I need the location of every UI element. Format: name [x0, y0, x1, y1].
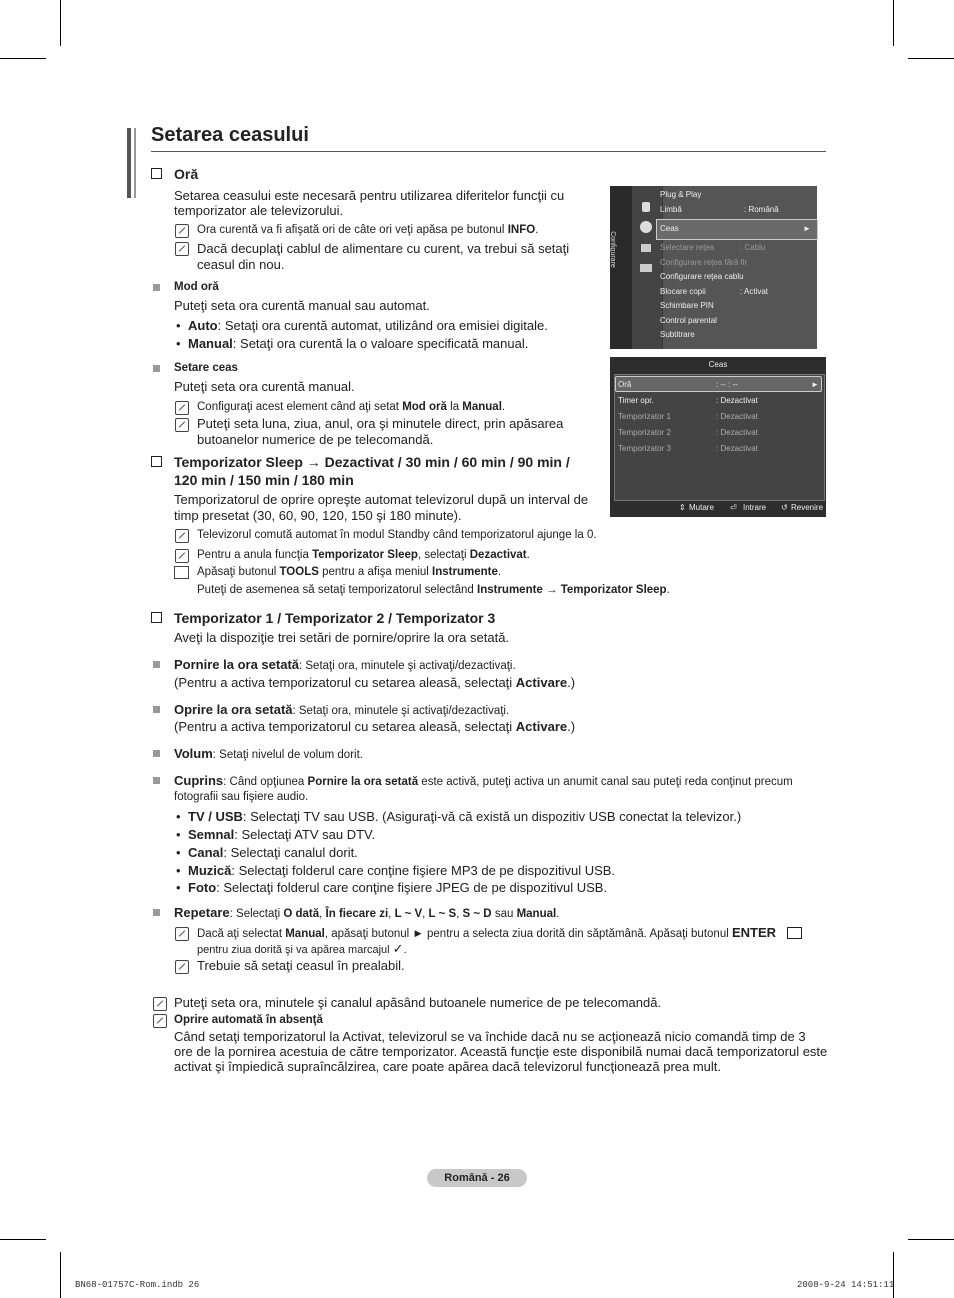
menu-item-plug-play[interactable]: Plug & Play — [660, 190, 702, 199]
square-bullet-icon — [153, 750, 160, 757]
content-semnal: Semnal: Selectaţi ATV sau DTV. — [188, 827, 376, 842]
sleep-tools-2: Puteţi de asemenea să setaţi temporizatorul selectând Instrumente → Temporizator Sleep. — [197, 584, 670, 596]
title-bar-decoration — [134, 128, 136, 198]
clock-menu-screenshot — [610, 357, 826, 517]
footer-enter: Intrare — [743, 503, 767, 512]
footer-timestamp: 2008-9-24 14:51:11 — [797, 1280, 895, 1290]
repeat-note-1-line2: pentru ziua dorită şi va apărea marcajul ✓. — [197, 941, 407, 956]
ora-note-2-line2: ceasul din nou. — [197, 257, 285, 272]
checkmark-icon: ✓ — [392, 941, 404, 956]
crop-mark — [0, 1239, 46, 1240]
checkbox-icon — [151, 612, 162, 623]
square-bullet-icon — [153, 706, 160, 713]
clock-row-ora[interactable]: Oră — [618, 380, 632, 389]
square-bullet-icon — [153, 365, 160, 372]
setare-ceas-desc: Puteţi seta ora curentă manual. — [174, 379, 355, 394]
setup-menu-screenshot — [610, 186, 817, 349]
note-icon — [175, 960, 189, 974]
final-note-2-line1: Când setaţi temporizatorul la Activat, televizorul se va închide dacă nu se acţionează nicio comandă timp de 3 — [174, 1029, 806, 1044]
input-icon — [641, 244, 651, 252]
ora-intro-2: temporizator ale televizorului. — [174, 203, 344, 218]
crop-mark — [0, 58, 46, 59]
menu-item-blocare-copii[interactable]: Blocare copii — [660, 287, 706, 296]
clock-row-timer2[interactable]: Temporizator 2 — [618, 428, 671, 437]
setare-ceas-note-2-line2: butoanelor numerice de pe telecomandă. — [197, 432, 434, 447]
sleep-note-2: Pentru a anula funcţia Temporizator Sleep, selectaţi Dezactivat. — [197, 549, 530, 561]
menu-item-selectare-retea-value: : Cablu — [740, 243, 766, 252]
repeat-note-1-line1: Dacă aţi selectat Manual, apăsaţi butonul ► pentru a selecta ziua dorită din săptămână. Apăsaţi butonul ENTER — [197, 925, 777, 940]
updown-icon: ⇕ — [679, 503, 686, 512]
timer-on-line1: Pornire la ora setată: Setaţi ora, minutele şi activaţi/dezactivaţi. — [174, 657, 516, 672]
bullet: • — [176, 845, 181, 860]
timer-content-line2: fotografii sau fişiere audio. — [174, 791, 309, 803]
sleep-desc-2: timp presetat (30, 60, 90, 120, 150 şi 180 minute). — [174, 508, 462, 523]
bullet: • — [176, 318, 181, 333]
note-icon — [175, 418, 189, 432]
content-muzica: Muzică: Selectaţi folderul care conţine fişiere MP3 de pe dispozitivul USB. — [188, 863, 616, 878]
setare-ceas-note-2-line1: Puteţi seta luna, ziua, anul, ora şi minutele direct, prin apăsarea — [197, 416, 564, 431]
square-bullet-icon — [153, 661, 160, 668]
footer-move: Mutare — [689, 503, 714, 512]
sleep-desc-1: Temporizatorul de oprire opreşte automat televizorul după un interval de — [174, 492, 589, 507]
bullet: • — [176, 809, 181, 824]
crop-mark — [908, 58, 954, 59]
final-note-2-line2: ore de la pornirea acestuia de către temporizator. Această funcţie este disponibilă numai dacă temporizatorul este — [174, 1044, 828, 1059]
picture-icon — [642, 202, 650, 212]
section-heading-sleep-2: 120 min / 150 min / 180 min — [174, 472, 354, 488]
note-icon — [175, 224, 189, 238]
menu-item-ceas[interactable]: Ceas — [660, 224, 679, 233]
menu-item-subtitrare[interactable]: Subtitrare — [660, 330, 695, 339]
crop-mark — [60, 1252, 61, 1298]
note-icon — [153, 1014, 167, 1028]
square-bullet-icon — [153, 909, 160, 916]
title-bar-decoration — [127, 128, 131, 198]
bullet: • — [176, 863, 181, 878]
final-note-1: Puteţi seta ora, minutele şi canalul apăsând butoanele numerice de pe telecomandă. — [174, 995, 662, 1010]
note-icon — [175, 242, 189, 256]
mod-ora-desc: Puteţi seta ora curentă manual sau automat. — [174, 298, 430, 313]
timer-content-line1: Cuprins: Când opţiunea Pornire la ora setată este activă, puteţi activa un anumit canal sau puteţi reda conţinut precum — [174, 773, 793, 788]
clock-row-timer3[interactable]: Temporizator 3 — [618, 444, 671, 453]
chevron-right-icon: ► — [811, 380, 819, 389]
mod-ora-auto: Auto: Setaţi ora curentă automat, utilizând ora emisiei digitale. — [188, 318, 548, 333]
section-heading-ora: Oră — [174, 166, 199, 182]
menu-item-wireless[interactable]: Configurare reţea fără fir — [660, 258, 748, 267]
ora-note-2-line1: Dacă decuplaţi cablul de alimentare cu curent, va trebui să setaţi — [197, 241, 570, 256]
timer-off-line2: (Pentru a activa temporizatorul cu setarea aleasă, selectaţi Activare.) — [174, 719, 576, 734]
final-note-2-title: Oprire automată în absenţă — [174, 1014, 323, 1026]
menu-icon-column — [632, 186, 662, 349]
title-rule — [151, 151, 826, 152]
menu-item-ceas-arrow: ► — [803, 224, 811, 233]
bullet: • — [176, 827, 181, 842]
square-bullet-icon — [153, 777, 160, 784]
enter-icon — [787, 927, 802, 939]
crop-mark — [908, 1239, 954, 1240]
menu-item-control-parental[interactable]: Control parental — [660, 316, 717, 325]
checkbox-icon — [151, 168, 162, 179]
tools-icon — [174, 566, 189, 579]
bullet: • — [176, 880, 181, 895]
sleep-tools-1: Apăsaţi butonul TOOLS pentru a afişa meniul Instrumente. — [197, 566, 502, 578]
menu-item-cable-net[interactable]: Configurare reţea cablu — [660, 272, 744, 281]
section-heading-sleep-1: Temporizator Sleep → Dezactivat / 30 min / 60 min / 90 min / — [174, 454, 570, 470]
clock-menu-title: Ceas — [708, 360, 728, 369]
section-heading-timers: Temporizator 1 / Temporizator 2 / Temporizator 3 — [174, 610, 496, 626]
note-icon — [175, 401, 189, 415]
checkbox-icon — [151, 456, 162, 467]
application-icon — [640, 264, 652, 272]
menu-item-selectare-retea[interactable]: Selectare reţea — [660, 243, 715, 252]
note-icon — [175, 549, 189, 563]
menu-side-tab — [610, 186, 632, 349]
bullet: • — [176, 336, 181, 351]
clock-row-ora-value: : -- : -- — [716, 380, 738, 389]
content-canal: Canal: Selectaţi canalul dorit. — [188, 845, 358, 860]
repeat-note-2: Trebuie să setaţi ceasul în prealabil. — [197, 958, 405, 973]
menu-item-limba-value: : Română — [744, 205, 779, 214]
setare-ceas-note-1: Configuraţi acest element când aţi setat Mod oră la Manual. — [197, 401, 506, 413]
crop-mark — [60, 0, 61, 46]
ora-intro-1: Setarea ceasului este necesară pentru utilizarea diferitelor funcţii cu — [174, 188, 565, 203]
clock-menu-body — [614, 374, 825, 501]
clock-row-timer-opr-value: : Dezactivat — [716, 396, 758, 405]
square-bullet-icon — [153, 284, 160, 291]
note-icon — [153, 997, 167, 1011]
menu-item-limba[interactable]: Limbă — [660, 205, 682, 214]
clock-row-timer1[interactable]: Temporizator 1 — [618, 412, 671, 421]
setare-ceas-title: Setare ceas — [174, 362, 238, 374]
gear-icon — [640, 221, 652, 233]
menu-item-blocare-copii-value: : Activat — [740, 287, 769, 296]
timer-volume: Volum: Setaţi nivelul de volum dorit. — [174, 746, 363, 761]
return-icon: ↺ — [781, 503, 788, 512]
final-note-2-line3: activat şi împiedică supraîncălzirea, care poate apărea dacă televizorul funcţionează prea mult. — [174, 1059, 722, 1074]
page-title: Setarea ceasului — [151, 124, 309, 146]
crop-mark — [893, 0, 894, 46]
content-foto: Foto: Selectaţi folderul care conţine fişiere JPEG de pe dispozitivul USB. — [188, 880, 608, 895]
mod-ora-title: Mod oră — [174, 281, 219, 293]
clock-row-timer-opr[interactable]: Timer opr. — [618, 396, 654, 405]
content-tv-usb: TV / USB: Selectaţi TV sau USB. (Asiguraţi-vă că există un dispozitiv USB conectat la televizor.) — [188, 809, 742, 824]
menu-item-schimbare-pin[interactable]: Schimbare PIN — [660, 301, 714, 310]
note-icon — [175, 927, 189, 941]
clock-row-timer2-value: : Dezactivat — [716, 428, 758, 437]
clock-row-timer1-value: : Dezactivat — [716, 412, 758, 421]
ora-note-1: Ora curentă va fi afişată ori de câte ori veţi apăsa pe butonul INFO. — [197, 224, 539, 236]
mod-ora-manual: Manual: Setaţi ora curentă la o valoare specificată manual. — [188, 336, 529, 351]
timer-off-line1: Oprire la ora setată: Setaţi ora, minutele şi activaţi/dezactivaţi. — [174, 702, 510, 717]
timer-on-line2: (Pentru a activa temporizatorul cu setarea aleasă, selectaţi Activare.) — [174, 675, 576, 690]
timers-desc: Aveţi la dispoziţie trei setări de pornire/oprire la ora setată. — [174, 630, 510, 645]
footer-return: Revenire — [791, 503, 824, 512]
timer-repeat: Repetare: Selectaţi O dată, În fiecare zi, L ~ V, L ~ S, S ~ D sau Manual. — [174, 905, 560, 920]
enter-icon: ⏎ — [730, 503, 737, 512]
page-number: Română - 26 — [427, 1169, 527, 1187]
menu-selection-highlight — [656, 219, 818, 240]
sleep-note-1: Televizorul comută automat în modul Standby când temporizatorul ajunge la 0. — [197, 529, 597, 541]
menu-side-label: Configurare — [608, 231, 616, 268]
crop-mark — [893, 1252, 894, 1298]
clock-row-timer3-value: : Dezactivat — [716, 444, 758, 453]
footer-file: BN68-01757C-Rom.indb 26 — [75, 1280, 200, 1290]
note-icon — [175, 529, 189, 543]
